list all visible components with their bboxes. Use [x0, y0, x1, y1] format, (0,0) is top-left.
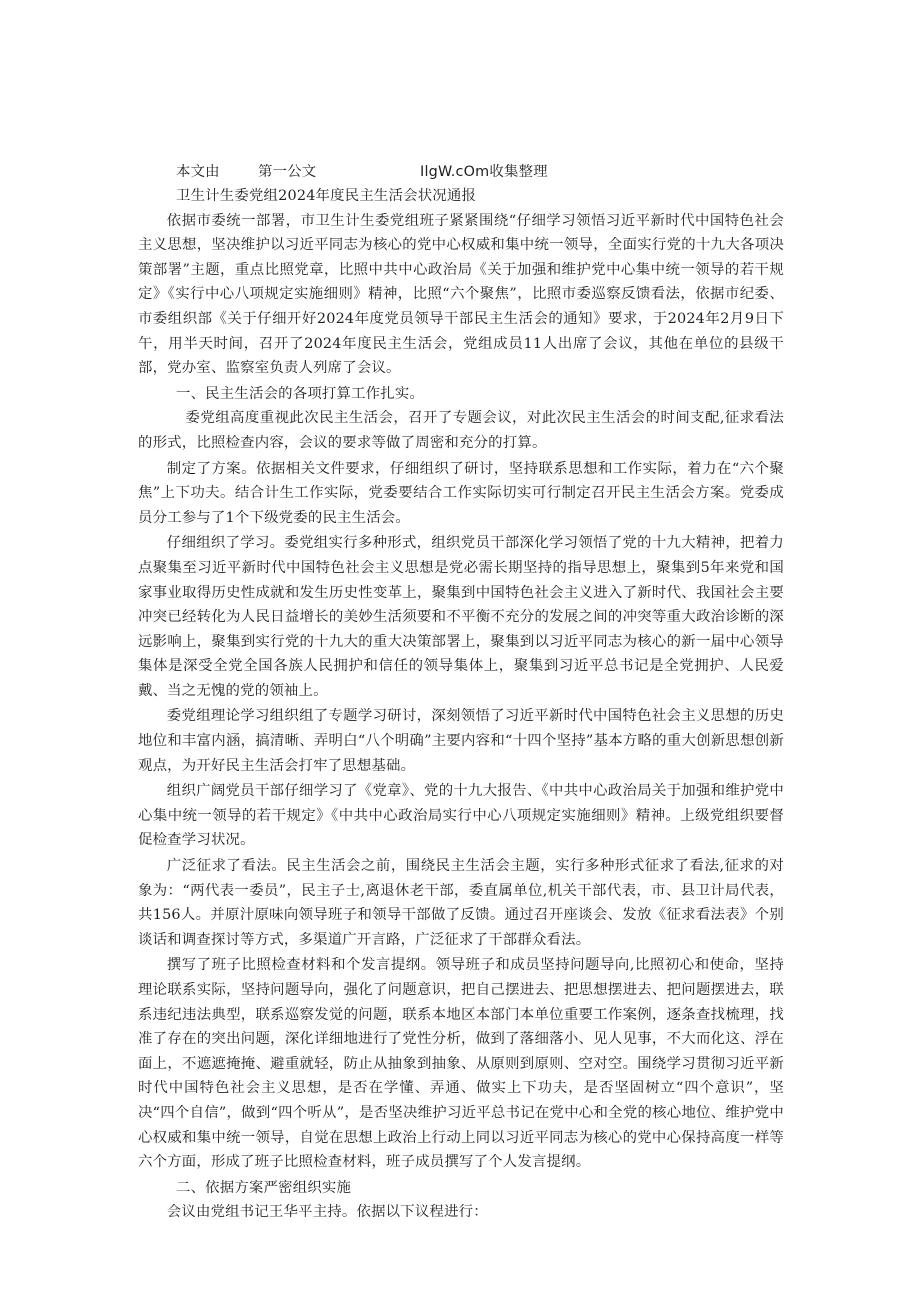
source-name: 第一公文: [258, 164, 317, 180]
source-site: IlgW.cOm收集整理: [420, 164, 548, 180]
document-page: [138, 160, 784, 1226]
section-1-paragraph-5: 组织广阔党员干部仔细学习了《党章》、党的十九大报告、《中共中心政治局关于加强和维护党中心集中统一领导的若干规定》《中共中心政治局实行中心八项规定实施细则》精神。上级党组织要督促检查学习状况。: [138, 783, 784, 849]
section-1-paragraph-2: 制定了方案。依据相关文件要求，仔细组织了研讨，坚持联系思想和工作实际，着力在“六个聚焦”上下功夫。结合计生工作实际，党委要结合工作实际切实可行制定召开民主生活会方案。党委成员分工参与了1个下级党委的民主生活会。: [138, 460, 784, 526]
section-1-paragraph-7: 撰写了班子比照检查材料和个发言提纲。领导班子和成员坚持问题导向,比照初心和使命，坚持理论联系实际，坚持问题导向，强化了问题意识，把自己摆进去、把思想摆进去、把问题摆进去，联系违纪违法典型，联系巡察发觉的问题，联系本地区本部门本单位重要工作案例，逐条查找梳理，找准了存在的突出问题，深化详细地进行了党性分析，做到了落细落小、见人见事，不大而化这、浮在面上，不遮遮掩掩、避重就轻，防止从抽象到抽象、从原则到原则、空对空。围绕学习贯彻习近平新时代中国特色社会主义思想，是否在学懂、弄通、做实上下功夫，是否坚固树立“四个意识”，坚决“四个自信”，做到“四个听从”，是否坚决维护习近平总书记在党中心和全党的核心地位、维护党中心权威和集中统一领导，自觉在思想上政治上行动上同以习近平同志为核心的党中心保持高度一样等六个方面，形成了班子比照检查材料，班子成员撰写了个人发言提纲。: [138, 957, 784, 1171]
section-1-paragraph-3: 仔细组织了学习。委党组实行多种形式，组织党员干部深化学习领悟了党的十九大精神，把着力点聚集至习近平新时代中国特色社会主义思想是党必需长期坚持的指导思想上，聚集到5年来党和国家事业取得历史性成就和发生历史性变革上，聚集到中国特色社会主义进入了新时代、我国社会主要冲突已经转化为人民日益增长的美妙生活须要和不平衡不充分的发展之间的冲突等重大政治诊断的深远影响上，聚集到实行党的十九大的重大决策部署上，聚集到以习近平同志为核心的新一届中心领导集体是深受全党全国各族人民拥护和信任的领导集体上，聚集到习近平总书记是全党拥护、人民爱戴、当之无愧的党的领袖上。: [138, 535, 784, 699]
section-1-paragraph-6: 广泛征求了看法。民主生活会之前，围绕民主生活会主题，实行多种形式征求了看法,征求的对象为：“两代表一委员”，民主子士,离退休老干部，委直属单位,机关干部代表，市、县卫计局代表，共156人。并原汁原味向领导班子和领导干部做了反馈。通过召开座谈会、发放《征求看法表》个别谈话和调查探讨等方式，多渠道广开言路，广泛征求了干部群众看法。: [138, 858, 784, 948]
section-2-paragraph-1: 会议由党组书记王华平主持。依据以下议程进行：: [166, 1204, 488, 1221]
source-line: [138, 160, 784, 184]
section-2-heading: 二、依据方案严密组织实施: [176, 1179, 352, 1196]
section-1-paragraph-1: 委党组高度重视此次民主生活会，召开了专题会议，对此次民主生活会的时间支配,征求看法的形式，比照检查内容，会议的要求等做了周密和充分的打算。: [138, 410, 784, 451]
intro-paragraph: 依据市委统一部署，市卫生计生委党组班子紧紧围绕“仔细学习领悟习近平新时代中国特色社会主义思想，坚决维护以习近平同志为核心的党中心权威和集中统一领导，全面实行党的十九大各项决策部署”主题，重点比照党章，比照中共中心政治局《关于加强和维护党中心集中统一领导的若干规定》《实行中心八项规定实施细则》精神，比照“六个聚焦”，比照市委巡察反馈看法，依据市纪委、市委组织部《关于仔细开好2024年度党员领导干部民主生活会的通知》要求，于2024年2月9日下午，用半天时间，召开了2024年度民主生活会，党组成员11人出席了会议，其他在单位的县级干部，党办室、监察室负责人列席了会议。: [138, 212, 784, 377]
section-1-paragraph-4: 委党组理论学习组织组了专题学习研讨，深刻领悟了习近平新时代中国特色社会主义思想的历史地位和丰富内涵，搞清晰、弄明白“八个明确”主要内容和“十四个坚持”基本方略的重大创新思想创新观点，为开好民主生活会打牢了思想基础。: [138, 708, 784, 774]
source-prefix: 本文由: [176, 164, 220, 180]
document-title: 卫生计生委党组2024年度民主生活会状况通报: [176, 188, 477, 204]
section-1-heading: 一、民主生活会的各项打算工作扎实。: [176, 385, 425, 402]
